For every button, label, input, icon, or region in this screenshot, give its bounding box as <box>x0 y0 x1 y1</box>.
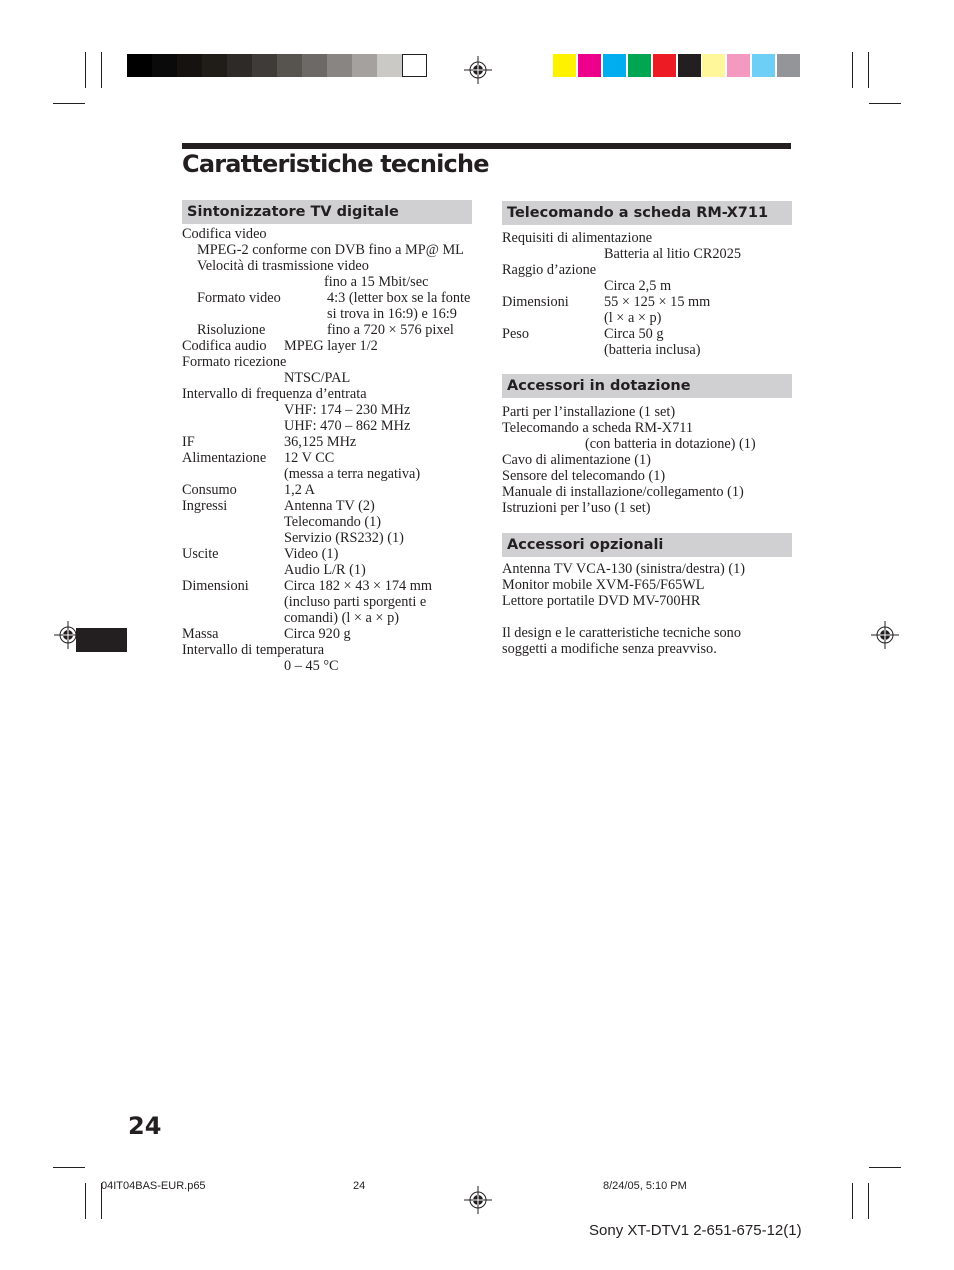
list-line: Istruzioni per l’uso (1 set) <box>502 500 651 516</box>
crop-mark <box>101 52 102 88</box>
spec-value: comandi) (l × a × p) <box>284 610 399 626</box>
gray-swatch <box>377 54 402 77</box>
color-swatch <box>553 54 576 77</box>
spec-label: Consumo <box>182 482 237 498</box>
spec-label: MPEG-2 conforme con DVB fino a MP@ ML <box>197 242 464 258</box>
section-header-optional: Accessori opzionali <box>502 533 792 557</box>
spec-label: Massa <box>182 626 219 642</box>
footer-filename: 04IT04BAS-EUR.p65 <box>101 1180 206 1192</box>
spec-label: Requisiti di alimentazione <box>502 230 653 246</box>
gray-swatch <box>252 54 277 77</box>
spec-label: Raggio d’azione <box>502 262 597 278</box>
page-number: 24 <box>128 1112 162 1140</box>
spec-label: Alimentazione <box>182 450 267 466</box>
spec-value: (incluso parti sporgenti e <box>284 594 427 610</box>
spec-label: Velocità di trasmissione video <box>197 258 369 274</box>
gray-swatch <box>152 54 177 77</box>
spec-value: NTSC/PAL <box>284 370 351 386</box>
color-swatch <box>702 54 725 77</box>
gray-swatch <box>127 54 152 77</box>
spec-label: Dimensioni <box>502 294 569 310</box>
spec-value: (batteria inclusa) <box>604 342 701 358</box>
list-line: Telecomando a scheda RM-X711 <box>502 420 694 436</box>
spec-value: UHF: 470 – 862 MHz <box>284 418 411 434</box>
spec-value: MPEG layer 1/2 <box>284 338 378 354</box>
footer-page: 24 <box>353 1180 366 1192</box>
gray-swatch <box>327 54 352 77</box>
list-line: Cavo di alimentazione (1) <box>502 452 651 468</box>
spec-value: Antenna TV (2) <box>284 498 375 514</box>
gray-swatch <box>352 54 377 77</box>
crop-mark <box>85 1183 86 1219</box>
spec-value: 12 V CC <box>284 450 335 466</box>
gray-swatch <box>202 54 227 77</box>
spec-value: 1,2 A <box>284 482 315 498</box>
spec-value: (l × a × p) <box>604 310 662 326</box>
spec-value: 36,125 MHz <box>284 434 357 450</box>
spec-value: Circa 50 g <box>604 326 664 342</box>
color-swatch <box>628 54 651 77</box>
section-header-remote: Telecomando a scheda RM-X711 <box>502 201 792 225</box>
crop-mark <box>868 52 869 88</box>
spec-value: Servizio (RS232) (1) <box>284 530 404 546</box>
spec-value: Telecomando (1) <box>284 514 382 530</box>
list-line: Parti per l’installazione (1 set) <box>502 404 676 420</box>
spec-value: Circa 182 × 43 × 174 mm <box>284 578 432 594</box>
color-swatch <box>578 54 601 77</box>
spec-value: si trova in 16:9) e 16:9 <box>327 306 457 322</box>
spec-value: Circa 2,5 m <box>604 278 672 294</box>
spec-value: Video (1) <box>284 546 339 562</box>
page-title: Caratteristiche tecniche <box>182 150 489 178</box>
spec-value: 4:3 (letter box se la fonte <box>327 290 471 306</box>
color-swatch <box>727 54 750 77</box>
spec-label: Risoluzione <box>197 322 266 338</box>
language-side-tab <box>76 628 127 652</box>
crop-mark <box>53 103 85 104</box>
crop-mark <box>868 1183 869 1219</box>
spec-label: Uscite <box>182 546 219 562</box>
list-line: soggetti a modifiche senza preavviso. <box>502 641 717 657</box>
list-line: Manuale di installazione/collegamento (1) <box>502 484 744 500</box>
list-line: Monitor mobile XVM-F65/F65WL <box>502 577 705 593</box>
crop-mark <box>852 1183 853 1219</box>
color-swatch <box>678 54 701 77</box>
crop-mark <box>852 52 853 88</box>
spec-label: Formato video <box>197 290 281 306</box>
section-header-tuner: Sintonizzatore TV digitale <box>182 200 472 224</box>
spec-label: IF <box>182 434 195 450</box>
list-line: (con batteria in dotazione) (1) <box>585 436 756 452</box>
crop-mark <box>869 1167 901 1168</box>
color-swatch <box>603 54 626 77</box>
gray-swatch <box>402 54 427 77</box>
footer-model: Sony XT-DTV1 2-651-675-12(1) <box>589 1222 802 1239</box>
list-line: Il design e le caratteristiche tecniche sono <box>502 625 741 641</box>
spec-value: fino a 15 Mbit/sec <box>324 274 429 290</box>
gray-swatch <box>177 54 202 77</box>
gray-swatch <box>227 54 252 77</box>
gray-swatch <box>302 54 327 77</box>
spec-value: (messa a terra negativa) <box>284 466 421 482</box>
list-line: Lettore portatile DVD MV-700HR <box>502 593 701 609</box>
spec-value: 55 × 125 × 15 mm <box>604 294 711 310</box>
spec-value: Circa 920 g <box>284 626 351 642</box>
crop-mark <box>869 103 901 104</box>
section-header-supplied: Accessori in dotazione <box>502 374 792 398</box>
registration-mark-top <box>464 56 492 84</box>
spec-value: Batteria al litio CR2025 <box>604 246 741 262</box>
spec-label: Dimensioni <box>182 578 249 594</box>
crop-mark <box>53 1167 85 1168</box>
list-line: Sensore del telecomando (1) <box>502 468 666 484</box>
color-swatch <box>752 54 775 77</box>
spec-value: 0 – 45 °C <box>284 658 339 674</box>
color-swatch <box>777 54 800 77</box>
spec-label: Intervallo di temperatura <box>182 642 325 658</box>
crop-mark <box>85 52 86 88</box>
list-line: Antenna TV VCA-130 (sinistra/destra) (1) <box>502 561 746 577</box>
spec-value: fino a 720 × 576 pixel <box>327 322 454 338</box>
registration-mark-bottom <box>464 1186 492 1214</box>
spec-label: Codifica audio <box>182 338 267 354</box>
title-rule <box>182 143 791 149</box>
spec-value: VHF: 174 – 230 MHz <box>284 402 411 418</box>
color-swatch <box>653 54 676 77</box>
spec-label: Formato ricezione <box>182 354 287 370</box>
gray-swatch <box>277 54 302 77</box>
registration-mark-right <box>871 621 899 649</box>
spec-label: Ingressi <box>182 498 228 514</box>
spec-value: Audio L/R (1) <box>284 562 366 578</box>
spec-label: Intervallo di frequenza d’entrata <box>182 386 367 402</box>
footer-date: 8/24/05, 5:10 PM <box>603 1180 687 1192</box>
spec-label: Codifica video <box>182 226 267 242</box>
spec-label: Peso <box>502 326 530 342</box>
